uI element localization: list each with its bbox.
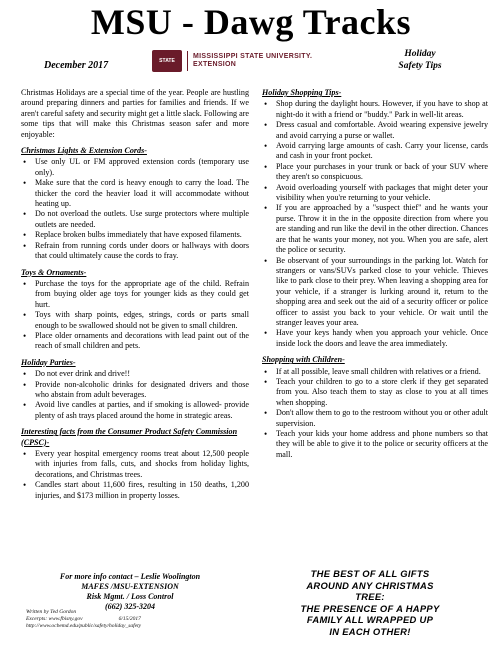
left-column (21, 88, 249, 507)
list-item: • Avoid carrying large amounts of cash. Carry your license, cards and cash in your front pocket. (262, 141, 488, 162)
contact-line: For more info contact – Leslie Woolington (59, 572, 201, 581)
closing-quote (270, 568, 470, 638)
list-item: • Place older ornaments and decorations with lead paint out of the reach of small children and pets. (21, 331, 249, 352)
list-item: • Do not overload the outlets. Use surge protectors where multiple outlets are needed. (21, 209, 249, 230)
quote-line: THE PRESENCE OF A HAPPY (300, 602, 440, 614)
section-parties (21, 358, 249, 421)
list-item: • Purchase the toys for the appropriate age of the child. Refrain from buying older age toys for younger kids as they could get hurt. (21, 279, 249, 310)
topic-line-2: Safety Tips (398, 61, 442, 71)
logo-line-extension: EXTENSION (193, 61, 237, 68)
excerpts-row (26, 616, 141, 623)
logo-line-university: MISSISSIPPI STATE UNIVERSITY. (193, 53, 313, 60)
list-item: • Shop during the daylight hours. However, if you have to shop at night-do it with a friend or "buddy." Park in well-lit areas. (262, 99, 488, 120)
section-heading: Interesting facts from the Consumer Product Safety Commission (CPSC)- (21, 427, 238, 447)
quote-line: AROUND ANY CHRISTMAS (306, 579, 434, 591)
topic-line-1: Holiday (404, 49, 436, 59)
quote-line: THE BEST OF ALL GIFTS (310, 568, 430, 579)
list-item: • Don't allow them to go to the restroom without you or other adult supervision. (262, 408, 488, 429)
excerpts-date: 6/15/2017 (118, 616, 141, 622)
list-item: • Have your keys handy when you approach your vehicle. Once inside lock the doors and leave the area immediately. (262, 328, 488, 349)
list-item: • Avoid live candles at parties, and if smoking is allowed- provide plenty of ash trays placed around the home in strategic areas. (21, 400, 249, 421)
list-item: • Make sure that the cord is heavy enough to carry the load. The thicker the cord the heavier load it will accommodate without heating up. (21, 178, 249, 209)
topic-label (375, 48, 465, 72)
contact-line: Risk Mgmt. / Loss Control (86, 592, 174, 601)
list-item: • If you are approached by a "suspect thief" and he wants your purse. Throw it in the in the opposite direction from where you are standing and run like the devil in the other direction. Chances are that he wants your money, not you. When you are safe, alert the police or security. (262, 203, 488, 255)
section-heading: Christmas Lights & Extension Cords- (21, 146, 147, 156)
list-item: • Every year hospital emergency rooms treat about 12,500 people with injuries from falls, cuts, and shocks from holiday lights, decorations, and Christmas trees. (21, 449, 249, 480)
list-item: • Do not ever drink and drive!! (21, 369, 249, 379)
section-lights (21, 146, 249, 261)
list-item: • Place your purchases in your trunk or back of your SUV where they aren't so conspicuous. (262, 162, 488, 183)
list-item: • Replace broken bulbs immediately that have exposed filaments. (21, 230, 249, 240)
msu-shield-icon: STATE (152, 50, 182, 72)
list-item: • Teach your children to go to a store clerk if they get separated from you. Also teach them to stay as close to you at all times when shopping. (262, 377, 488, 408)
issue-date: December 2017 (44, 60, 109, 71)
intro-paragraph: Christmas Holidays are a special time of the year. People are hustling around preparing dinners and parties for families and friends. If we aren't careful safety and security might get a little slack. Following are some tips that will make this Christmas season safer and more enjoyable: (21, 88, 250, 139)
contact-line: MAFES /MSU-EXTENSION (81, 582, 179, 591)
list-item: • Use only UL or FM approved extension cords (temporary use only). (21, 157, 249, 178)
logo-wordmark (193, 53, 312, 69)
quote-line: IN EACH OTHER! (329, 625, 411, 637)
author-credit: Written by Ted Gordon (26, 609, 77, 615)
list-item: • Dress casual and comfortable. Avoid wearing expensive jewelry and avoid carrying a purse or wallet. (262, 120, 488, 141)
section-heading: Holiday Parties- (21, 357, 76, 367)
list-item: • Teach your kids your home address and phone numbers so that they will be able to give it to the police or security officers at the mall. (262, 429, 488, 460)
excerpts-source: Excerpts: www.fbisny.gov (26, 616, 83, 622)
logo-divider (187, 51, 188, 71)
quote-line: FAMILY ALL WRAPPED UP (306, 614, 434, 626)
newsletter-title: MSU - Dawg Tracks (90, 2, 412, 42)
list-item: • Avoid overloading yourself with packages that might deter your visibility when you're returning to your vehicle. (262, 183, 488, 204)
section-cpsc-facts (21, 427, 249, 501)
list-item: • Candles start about 11,600 fires, resulting in 150 deaths, 1,200 injuries, and $173 million in property losses. (21, 480, 249, 501)
list-item: • If at all possible, leave small children with relatives or a friend. (262, 367, 488, 377)
right-column (262, 88, 488, 466)
contact-phone: (662) 325-3204 (105, 602, 155, 611)
contact-block (40, 572, 220, 612)
section-heading: Holiday Shopping Tips- (262, 88, 342, 97)
list-item: • Toys with sharp points, edges, strings, cords or parts small enough to be swallowed should not be given to small children. (21, 310, 249, 331)
msu-extension-logo (152, 49, 342, 73)
section-heading: Shopping with Children- (262, 355, 345, 365)
section-toys (21, 268, 249, 352)
credits-block (26, 609, 141, 630)
section-shopping (262, 88, 488, 349)
quote-line: TREE: (355, 591, 385, 603)
source-url: http://www.ocbemd.edu/public/safety/holiday_safety (26, 623, 142, 629)
section-children (262, 355, 488, 460)
section-heading: Toys & Ornaments- (21, 267, 87, 277)
list-item: • Be observant of your surroundings in the parking lot. Watch for strangers or vans/SUVs parked close to your vehicle. Thieves like to park close to their prey. When leaving a shopping area for your vehicle, if a stranger is lurking around it, return to the shopping area and seek out the aid of a security officer or police officer to assist you back to your vehicle. Or wait until the stranger leaves your area. (262, 256, 488, 329)
list-item: • Provide non-alcoholic drinks for designated drivers and those who abstain from adult beverages. (21, 380, 249, 401)
list-item: • Refrain from running cords under doors or hallways with doors that could ultimately cause the cords to fray. (21, 241, 249, 262)
